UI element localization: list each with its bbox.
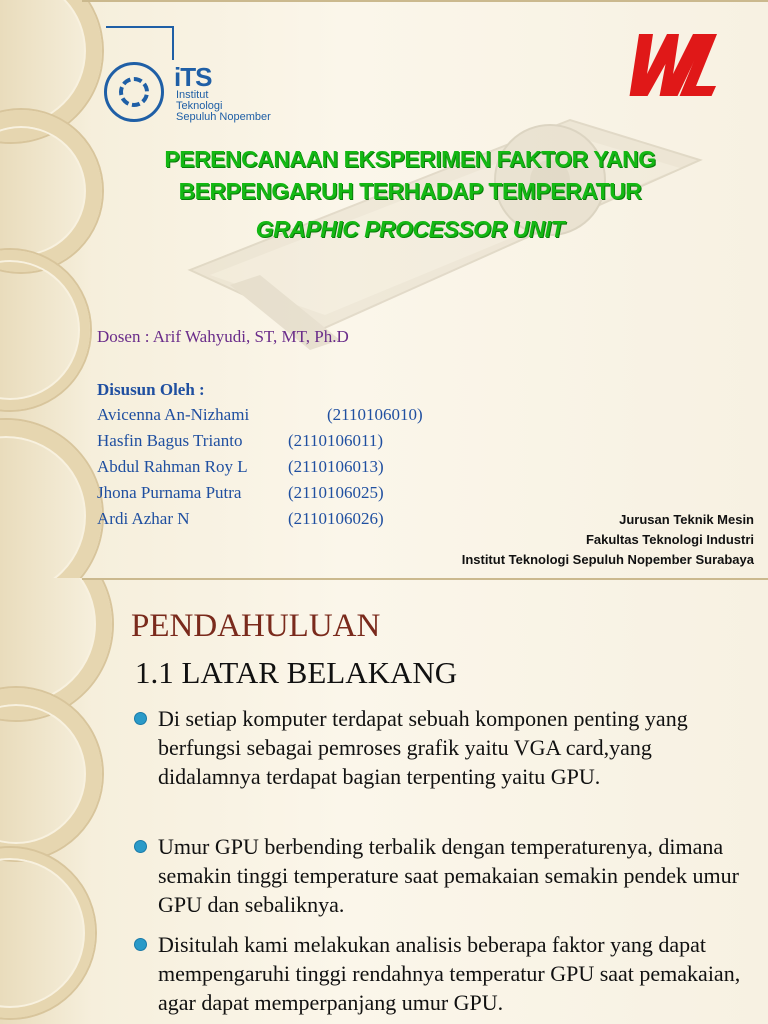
slide-title-line2: BERPENGARUH TERHADAP TEMPERATUR: [178, 178, 642, 204]
author-nim: (2110106026): [288, 509, 384, 528]
top-divider: [82, 0, 768, 2]
author-name: Avicenna An-Nizhami: [97, 405, 250, 424]
decorative-ring: [0, 420, 102, 578]
bullet-text: Disitulah kami melakukan analisis beberapa faktor yang dapat mempengaruhi tinggi rendahnya temperatur GPU saat pemakaian, agar dapat memperpanjang umur GPU.: [158, 932, 741, 1015]
section-heading: PENDAHULUAN: [131, 608, 381, 644]
bullet-icon: [135, 713, 146, 724]
author-row: [97, 483, 517, 507]
faculty-text: Fakultas Teknologi Industri: [585, 532, 754, 547]
author-nim: (2110106010): [327, 405, 423, 424]
bullet-text: Umur GPU berbending terbalik dengan temperaturenya, dimana semakin tinggi temperature saat pemakaian semakin pendek umur GPU dan sebaliknya.: [158, 834, 739, 917]
its-logo-line1: Institut: [176, 89, 209, 101]
decorative-ring: [0, 110, 102, 272]
author-name: Hasfin Bagus Trianto: [97, 431, 243, 450]
authors-label: Disusun Oleh :: [97, 380, 205, 399]
author-row: [97, 431, 517, 455]
bullet-icon: [135, 841, 146, 852]
logo-frame: [106, 26, 172, 28]
slide-title-line3: GRAPHIC PROCESSOR UNIT: [255, 216, 565, 242]
its-seal-icon: [104, 62, 164, 122]
intro-slide: [0, 578, 768, 1024]
author-name: Jhona Purnama Putra: [97, 483, 242, 502]
bullet-icon: [135, 939, 146, 950]
its-logo-line3: Sepuluh Nopember: [176, 111, 271, 123]
decorative-ring: [0, 688, 102, 860]
section-subheading: 1.1 LATAR BELAKANG: [135, 655, 458, 690]
decorative-ring: [0, 848, 95, 1018]
author-row: [97, 405, 517, 429]
author-nim: (2110106011): [288, 431, 384, 450]
author-name: Ardi Azhar N: [97, 509, 190, 528]
lecturer-text: Dosen : Arif Wahyudi, ST, MT, Ph.D: [97, 327, 349, 346]
author-row: [97, 509, 517, 533]
bullet-text: Di setiap komputer terdapat sebuah komponen penting yang berfungsi sebagai pemroses grafik yaitu VGA card,yang didalamnya terdapat bagian terpenting yaitu GPU.: [158, 706, 688, 789]
institute-text: Institut Teknologi Sepuluh Nopember Surabaya: [461, 552, 754, 567]
its-abbr: iTS: [174, 62, 212, 92]
slide-title-line1: PERENCANAAN EKSPERIMEN FAKTOR YANG: [164, 146, 656, 172]
author-nim: (2110106013): [288, 457, 384, 476]
its-logo-line2: Teknologi: [176, 100, 223, 112]
wl-logo-icon: [618, 30, 718, 102]
author-name: Abdul Rahman Roy L: [97, 457, 248, 476]
logo-frame: [172, 26, 174, 60]
top-divider: [82, 578, 768, 580]
author-row: [97, 457, 517, 481]
its-logo: [104, 26, 284, 126]
decorative-ring: [0, 250, 90, 410]
department-text: Jurusan Teknik Mesin: [619, 512, 754, 527]
author-nim: (2110106025): [288, 483, 384, 502]
